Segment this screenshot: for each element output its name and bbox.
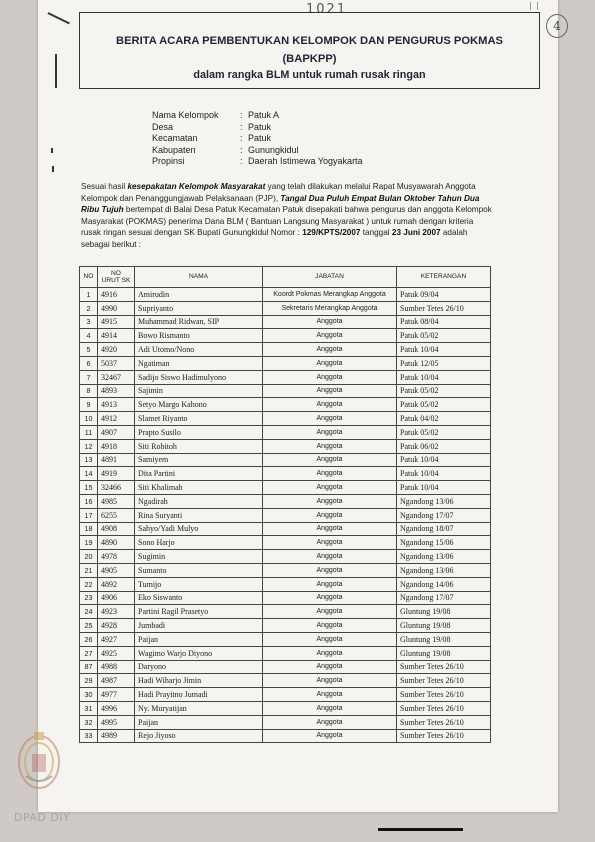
row-number: 32 bbox=[80, 715, 98, 729]
table-row bbox=[80, 481, 491, 495]
member-remark: Sumber Tetes 26/10 bbox=[397, 701, 491, 715]
member-remark: Patuk 06/02 bbox=[397, 439, 491, 453]
table-header-row bbox=[80, 267, 491, 288]
row-number: 15 bbox=[80, 481, 98, 495]
member-remark: Ngandong 13/06 bbox=[397, 550, 491, 564]
info-label: Propinsi bbox=[152, 156, 185, 166]
member-name: Adi Utomo/Nono bbox=[135, 343, 263, 357]
row-number: 10 bbox=[80, 412, 98, 426]
sk-number: 4906 bbox=[98, 591, 135, 605]
member-name: Ny. Muryatijan bbox=[135, 701, 263, 715]
member-position: Anggota bbox=[263, 356, 397, 370]
bottom-bar bbox=[378, 828, 463, 831]
info-row bbox=[152, 110, 363, 122]
sk-number: 4919 bbox=[98, 467, 135, 481]
sk-number: 4907 bbox=[98, 425, 135, 439]
header-abbreviation: (BAPKPP) bbox=[282, 53, 337, 65]
column-header: NO URUT SK bbox=[98, 267, 135, 288]
header-subtitle: dalam rangka BLM untuk rumah rusak ringan bbox=[193, 69, 426, 81]
colon: : bbox=[240, 121, 243, 132]
sk-number: 4977 bbox=[98, 688, 135, 702]
info-value: Daerah Istimewa Yogyakarta bbox=[248, 156, 363, 166]
member-name: Rejo Jiyoso bbox=[135, 729, 263, 743]
colon: : bbox=[240, 110, 243, 120]
row-number: 16 bbox=[80, 494, 98, 508]
member-remark: Sumber Tetes 26/10 bbox=[397, 715, 491, 729]
member-remark: Ngandong 17/07 bbox=[397, 508, 491, 522]
handwritten-number: 1021 bbox=[306, 2, 348, 17]
member-position: Anggota bbox=[263, 632, 397, 646]
row-number: 11 bbox=[80, 425, 98, 439]
member-position: Anggota bbox=[263, 577, 397, 591]
member-position: Anggota bbox=[263, 494, 397, 508]
row-number: 2 bbox=[80, 301, 98, 315]
info-label: Nama Kelompok bbox=[152, 110, 219, 120]
para-emphasis: kesepakatan Kelompok Masyarakat bbox=[127, 182, 266, 191]
para-text: yang telah dilakukan melalui Rapat Musyawarah Anggota Kelompok dan Penanggungjawab Pelaksanaan (PJP), bbox=[81, 182, 476, 203]
row-number: 18 bbox=[80, 522, 98, 536]
sk-number: 4923 bbox=[98, 605, 135, 619]
column-header: NAMA bbox=[135, 267, 263, 288]
sk-number: 4990 bbox=[98, 301, 135, 315]
member-position: Anggota bbox=[263, 522, 397, 536]
member-remark: Patuk 05/02 bbox=[397, 384, 491, 398]
sk-number: 4925 bbox=[98, 646, 135, 660]
member-name: Amirudin bbox=[135, 288, 263, 302]
table-row bbox=[80, 646, 491, 660]
para-date: Tangal Dua Puluh Empat Bulan Oktober Tahun Dua Ribu Tujuh bbox=[81, 193, 480, 215]
info-label: Desa bbox=[152, 121, 174, 132]
member-name: Hadi Prayitno Jumadi bbox=[135, 688, 263, 702]
sk-number: 4928 bbox=[98, 619, 135, 633]
member-remark: Gluntung 19/08 bbox=[397, 605, 491, 619]
member-remark: Gluntung 19/08 bbox=[397, 646, 491, 660]
sk-number: 4987 bbox=[98, 674, 135, 688]
member-name: Paijan bbox=[135, 632, 263, 646]
member-position: Anggota bbox=[263, 481, 397, 495]
member-remark: Gluntung 19/08 bbox=[397, 632, 491, 646]
table-row bbox=[80, 522, 491, 536]
table-row bbox=[80, 370, 491, 384]
row-number: 19 bbox=[80, 536, 98, 550]
table-row bbox=[80, 384, 491, 398]
table-row bbox=[80, 343, 491, 357]
table-row bbox=[80, 508, 491, 522]
sk-number: 4985 bbox=[98, 494, 135, 508]
member-position: Anggota bbox=[263, 701, 397, 715]
member-name: Sono Harjo bbox=[135, 536, 263, 550]
table-row bbox=[80, 674, 491, 688]
para-text: Sesuai hasil bbox=[81, 182, 128, 191]
member-name: Setyo Margo Kahono bbox=[135, 398, 263, 412]
colon: : bbox=[240, 133, 243, 143]
watermark-text: DPAD DIY bbox=[14, 811, 71, 824]
member-name: Jumbadi bbox=[135, 619, 263, 633]
row-number: 13 bbox=[80, 453, 98, 467]
corner-mark bbox=[48, 12, 70, 24]
info-label: Kecamatan bbox=[152, 133, 198, 143]
member-name: Supriyanto bbox=[135, 301, 263, 315]
member-remark: Patuk 05/02 bbox=[397, 425, 491, 439]
member-remark: Patuk 08/04 bbox=[397, 315, 491, 329]
member-name: Bowo Rismanto bbox=[135, 329, 263, 343]
sk-number: 6255 bbox=[98, 508, 135, 522]
table-body bbox=[80, 288, 491, 743]
member-name: Muhammad Ridwan, SIP bbox=[135, 315, 263, 329]
row-number: 31 bbox=[80, 701, 98, 715]
member-name: Prapto Susilo bbox=[135, 425, 263, 439]
info-value: Patuk A bbox=[248, 110, 280, 120]
info-row bbox=[152, 145, 363, 157]
member-name: Siti Robitoh bbox=[135, 439, 263, 453]
row-number: 22 bbox=[80, 577, 98, 591]
member-remark: Patuk 10/04 bbox=[397, 453, 491, 467]
member-remark: Ngandong 14/06 bbox=[397, 577, 491, 591]
member-remark: Gluntung 19/08 bbox=[397, 619, 491, 633]
member-position: Anggota bbox=[263, 674, 397, 688]
member-remark: Patuk 10/04 bbox=[397, 467, 491, 481]
table-row bbox=[80, 563, 491, 577]
sk-number: 4908 bbox=[98, 522, 135, 536]
member-remark: Ngandong 18/07 bbox=[397, 522, 491, 536]
row-number: 33 bbox=[80, 729, 98, 743]
table-row bbox=[80, 398, 491, 412]
sk-number: 4978 bbox=[98, 550, 135, 564]
row-number: 29 bbox=[80, 674, 98, 688]
member-position: Anggota bbox=[263, 715, 397, 729]
member-remark: Sumber Tetes 26/10 bbox=[397, 660, 491, 674]
member-name: Tumijo bbox=[135, 577, 263, 591]
sk-number: 4891 bbox=[98, 453, 135, 467]
row-number: 14 bbox=[80, 467, 98, 481]
member-name: Ngadirah bbox=[135, 494, 263, 508]
member-remark: Patuk 10/04 bbox=[397, 343, 491, 357]
sk-number: 4912 bbox=[98, 412, 135, 426]
sk-number: 4892 bbox=[98, 577, 135, 591]
table-row bbox=[80, 536, 491, 550]
member-position: Koordt Pokmas Merangkap Anggota bbox=[263, 288, 397, 302]
punch-mark bbox=[51, 148, 53, 153]
sk-number: 4995 bbox=[98, 715, 135, 729]
member-position: Anggota bbox=[263, 425, 397, 439]
table-row bbox=[80, 715, 491, 729]
member-position: Anggota bbox=[263, 329, 397, 343]
column-header: JABATAN bbox=[263, 267, 397, 288]
member-position: Anggota bbox=[263, 729, 397, 743]
row-number: 17 bbox=[80, 508, 98, 522]
member-position: Anggota bbox=[263, 646, 397, 660]
sk-number: 4927 bbox=[98, 632, 135, 646]
table-row bbox=[80, 591, 491, 605]
member-remark: Patuk 09/04 bbox=[397, 288, 491, 302]
member-name: Dita Partini bbox=[135, 467, 263, 481]
punch-mark bbox=[52, 166, 54, 172]
info-label: Kabupaten bbox=[152, 144, 196, 155]
column-header: KETERANGAN bbox=[397, 267, 491, 288]
member-name: Paijan bbox=[135, 715, 263, 729]
sk-number: 32466 bbox=[98, 481, 135, 495]
row-number: 9 bbox=[80, 398, 98, 412]
member-position: Anggota bbox=[263, 563, 397, 577]
member-position: Sekretaris Merangkap Anggota bbox=[263, 301, 397, 315]
member-position: Anggota bbox=[263, 467, 397, 481]
member-name: Siti Khalimah bbox=[135, 481, 263, 495]
row-number: 3 bbox=[80, 315, 98, 329]
info-row bbox=[152, 122, 363, 134]
row-number: 1 bbox=[80, 288, 98, 302]
member-name: Ngatiman bbox=[135, 356, 263, 370]
info-value: Gunungkidul bbox=[248, 144, 299, 155]
member-name: Sumanto bbox=[135, 563, 263, 577]
member-position: Anggota bbox=[263, 315, 397, 329]
member-position: Anggota bbox=[263, 343, 397, 357]
table-row bbox=[80, 701, 491, 715]
sk-number: 4914 bbox=[98, 329, 135, 343]
member-name: Slamet Riyanto bbox=[135, 412, 263, 426]
member-remark: Patuk 10/04 bbox=[397, 481, 491, 495]
member-name: Sadijo Siswo Hadimulyono bbox=[135, 370, 263, 384]
table-row bbox=[80, 453, 491, 467]
punch-mark bbox=[55, 54, 57, 88]
table-row bbox=[80, 439, 491, 453]
sk-number: 5037 bbox=[98, 356, 135, 370]
table-row bbox=[80, 729, 491, 743]
member-position: Anggota bbox=[263, 370, 397, 384]
member-position: Anggota bbox=[263, 550, 397, 564]
row-number: 23 bbox=[80, 591, 98, 605]
table-row bbox=[80, 619, 491, 633]
body-paragraph bbox=[81, 181, 493, 251]
row-number: 20 bbox=[80, 550, 98, 564]
member-name: Wagimo Warjo Diyono bbox=[135, 646, 263, 660]
handwritten-mark bbox=[530, 2, 538, 10]
member-name: Sahyo/Yadi Mulyo bbox=[135, 522, 263, 536]
member-position: Anggota bbox=[263, 619, 397, 633]
member-name: Daryono bbox=[135, 660, 263, 674]
member-remark: Patuk 04/02 bbox=[397, 412, 491, 426]
sk-number: 4920 bbox=[98, 343, 135, 357]
table-row bbox=[80, 467, 491, 481]
row-number: 6 bbox=[80, 356, 98, 370]
para-sk-date: 23 Juni 2007 bbox=[391, 228, 441, 238]
member-position: Anggota bbox=[263, 688, 397, 702]
sk-number: 4988 bbox=[98, 660, 135, 674]
seal-watermark bbox=[16, 726, 62, 792]
member-remark: Ngandong 15/06 bbox=[397, 536, 491, 550]
document-page bbox=[38, 0, 561, 812]
table-row bbox=[80, 688, 491, 702]
info-row bbox=[152, 133, 363, 145]
table-row bbox=[80, 356, 491, 370]
table-row bbox=[80, 577, 491, 591]
member-position: Anggota bbox=[263, 412, 397, 426]
table-row bbox=[80, 605, 491, 619]
row-number: 24 bbox=[80, 605, 98, 619]
row-number: 7 bbox=[80, 370, 98, 384]
member-remark: Sumber Tetes 26/10 bbox=[397, 674, 491, 688]
member-position: Anggota bbox=[263, 508, 397, 522]
member-name: Samiyem bbox=[135, 453, 263, 467]
row-number: 27 bbox=[80, 646, 98, 660]
row-number: 21 bbox=[80, 563, 98, 577]
sk-number: 4890 bbox=[98, 536, 135, 550]
member-remark: Patuk 12/05 bbox=[397, 356, 491, 370]
row-number: 8 bbox=[80, 384, 98, 398]
member-position: Anggota bbox=[263, 439, 397, 453]
colon: : bbox=[240, 156, 243, 166]
member-position: Anggota bbox=[263, 660, 397, 674]
member-remark: Ngandong 13/06 bbox=[397, 494, 491, 508]
sk-number: 4905 bbox=[98, 563, 135, 577]
member-position: Anggota bbox=[263, 605, 397, 619]
member-position: Anggota bbox=[263, 536, 397, 550]
sk-number: 4893 bbox=[98, 384, 135, 398]
group-info bbox=[152, 110, 363, 168]
member-remark: Ngandong 13/06 bbox=[397, 563, 491, 577]
member-remark: Patuk 05/02 bbox=[397, 398, 491, 412]
member-remark: Sumber Tetes 26/10 bbox=[397, 301, 491, 315]
sk-number: 4989 bbox=[98, 729, 135, 743]
member-name: Eko Siswanto bbox=[135, 591, 263, 605]
member-remark: Sumber Tetes 26/10 bbox=[397, 729, 491, 743]
table-row bbox=[80, 329, 491, 343]
sk-number: 4996 bbox=[98, 701, 135, 715]
table-row bbox=[80, 288, 491, 302]
member-remark: Ngandong 17/07 bbox=[397, 591, 491, 605]
member-name: Partini Ragil Prasetyo bbox=[135, 605, 263, 619]
member-remark: Patuk 05/02 bbox=[397, 329, 491, 343]
table-row bbox=[80, 412, 491, 426]
members-table bbox=[79, 266, 491, 743]
member-remark: Sumber Tetes 26/10 bbox=[397, 688, 491, 702]
sk-number: 32467 bbox=[98, 370, 135, 384]
colon: : bbox=[240, 144, 243, 155]
column-header: NO bbox=[80, 267, 98, 288]
info-value: Patuk bbox=[248, 133, 272, 143]
sk-number: 4918 bbox=[98, 439, 135, 453]
member-name: Rina Suryanti bbox=[135, 508, 263, 522]
row-number: 26 bbox=[80, 632, 98, 646]
sk-number: 4915 bbox=[98, 315, 135, 329]
para-sk-number: 129/KPTS/2007 bbox=[302, 228, 361, 238]
member-remark: Patuk 10/04 bbox=[397, 370, 491, 384]
para-text: bertempat di Balai Desa Patuk Kecamatan Patuk disepakati bahwa pengurus dan anggota Kelompok Masyarakat (POKMAS) penerima Dana BLM ( Bantuan Langsung Masyarakat ) untuk rumah dengan kriteria rusak ringan sesuai dengan SK Bupati Gunungkidul Nomor : bbox=[81, 205, 492, 238]
table-row bbox=[80, 494, 491, 508]
member-position: Anggota bbox=[263, 398, 397, 412]
member-position: Anggota bbox=[263, 591, 397, 605]
info-row bbox=[152, 156, 363, 168]
row-number: 4 bbox=[80, 329, 98, 343]
document-header bbox=[79, 12, 540, 89]
member-name: Sugimin bbox=[135, 550, 263, 564]
table-row bbox=[80, 632, 491, 646]
member-name: Hadi Wiharjo Jimin bbox=[135, 674, 263, 688]
row-number: 25 bbox=[80, 619, 98, 633]
table-row bbox=[80, 301, 491, 315]
row-number: 30 bbox=[80, 688, 98, 702]
sk-number: 4916 bbox=[98, 288, 135, 302]
row-number: 5 bbox=[80, 343, 98, 357]
header-title: BERITA ACARA PEMBENTUKAN KELOMPOK DAN PENGURUS POKMAS bbox=[115, 35, 503, 47]
member-position: Anggota bbox=[263, 453, 397, 467]
info-value: Patuk bbox=[248, 121, 272, 132]
para-text: tanggal bbox=[360, 228, 392, 238]
row-number: 12 bbox=[80, 439, 98, 453]
handwritten-circle-number: 4 bbox=[546, 14, 568, 38]
sk-number: 4913 bbox=[98, 398, 135, 412]
table-row bbox=[80, 660, 491, 674]
para-text: adalah sebagai berikut : bbox=[81, 228, 468, 249]
member-name: Sajimin bbox=[135, 384, 263, 398]
member-position: Anggota bbox=[263, 384, 397, 398]
row-number: 87 bbox=[80, 660, 98, 674]
table-row bbox=[80, 315, 491, 329]
table-row bbox=[80, 425, 491, 439]
table-row bbox=[80, 550, 491, 564]
